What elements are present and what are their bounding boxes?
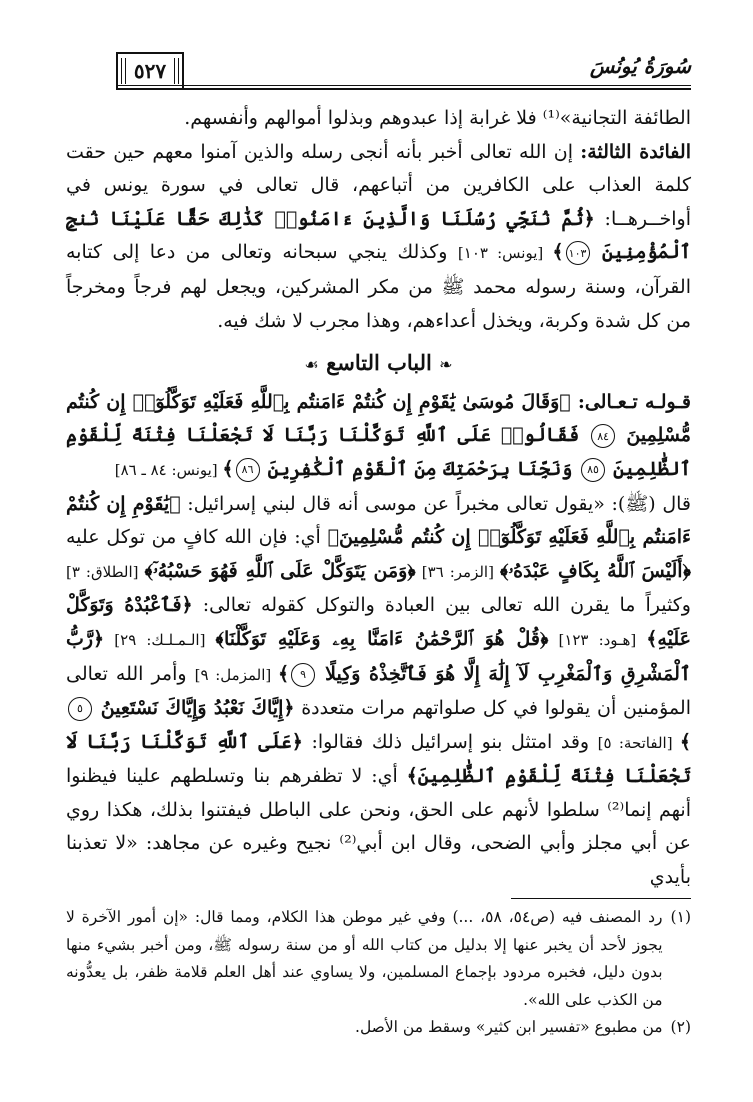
ayah-number: ٨٤ — [591, 424, 615, 448]
verse-reference: [الزمر: ٣٦] — [415, 562, 500, 581]
chapter-heading — [66, 346, 691, 382]
quran-verse: ﴿قُلْ هُوَ ٱلرَّحْمَٰنُ ءَامَنَّا بِهِۦ وَعَلَيْهِ تَوَكَّلْنَا﴾ — [215, 627, 549, 650]
footnote-text: من مطبوع «تفسير ابن كثير» وسقط من الأصل. — [355, 1018, 663, 1036]
paragraph-text: وأمر الله تعالى المؤمنين أن يقولوا في كل صلواتهم مرات متعددة — [66, 662, 691, 720]
verse-reference: [الفاتحة: ٥] — [597, 733, 680, 752]
paragraph-text: أي: فإن الله كافٍ من توكل عليه — [66, 526, 328, 549]
quran-verse: ﴿فَٱعْبُدْهُ وَتَوَكَّلْ عَلَيْهِ﴾ — [66, 594, 691, 650]
verse-close: ﴾ — [679, 730, 691, 753]
footnote — [66, 1014, 691, 1042]
benefit-label: الفائدة الثالثة: — [580, 140, 691, 163]
quran-verse: ﴿يَٰقَوْمِ إِن كُنتُمْ ءَامَنتُم بِٱللَّهِ فَعَلَيْهِ تَوَكَّلُوٓا۟ إِن كُنتُم مُّسْلِمِينَ﴾ — [66, 492, 691, 549]
quran-verse: ﴿عَلَى ٱللَّهِ تَوَكَّلْنَا رَبَّنَا لَا تَجْعَلْنَا فِتْنَةً لِّلْقَوْمِ ٱلظَّٰلِمِينَ﴾ — [66, 730, 691, 788]
verse-reference: [المزمل: ٩] — [194, 665, 278, 684]
page-number: ٥٢٧ — [116, 52, 184, 90]
header-rule-thin — [116, 85, 691, 86]
paragraph-text: إن الله تعالى أخبر بأنه أنجى رسله والذين آمنوا معهم حين حقت كلمة العذاب على الكافرين من أتباعهم، قال تعالى في سورة يونس في أواخــرهــا: — [66, 140, 691, 230]
commentary — [66, 488, 691, 895]
verse-reference: [يونس: ١٠٣] — [457, 244, 553, 263]
verse-reference: [الطلاق: ٣] — [66, 562, 145, 581]
surah-title: سُورَةُ يُونُسَ — [589, 54, 691, 78]
ornament-icon: ☙ — [304, 355, 319, 375]
footnote — [66, 904, 691, 1014]
paragraph-text: وقد امتثل بنو إسرائيل ذلك فقالوا: — [302, 730, 598, 753]
quran-verse: ﴿ثُمَّ نُنَجِّي رُسُلَنَا وَالَّذِينَ ءَامَنُوا۟ كَذَٰلِكَ حَقًّا عَلَيْنَا نُنجِ ٱلْمُؤْمِنِينَ — [66, 207, 691, 264]
verse-reference: [هـود: ١٢٣] — [548, 630, 647, 649]
ornament-icon: ❧ — [439, 355, 453, 375]
footnote-number: (١) — [670, 908, 691, 926]
footnotes — [66, 904, 691, 1042]
quran-verse: وَنَجِّنَا بِرَحْمَتِكَ مِنَ ٱلْقَوْمِ ٱلْكَٰفِرِينَ — [267, 457, 580, 480]
quran-verse: ﴿إِيَّاكَ نَعْبُدُ وَإِيَّاكَ نَسْتَعِينُ — [100, 697, 295, 720]
footnote-text: رد المصنف فيه (ص٥٤، ٥٨، ...) وفي غير موطن هذا الكلام، ومما قال: «إن أمور الآخرة لا يجوز لأحد أن يخبر عنها إلا بدليل من كتاب الله أو من سنة رسوله ﷺ، ومن أخبر بشيء منها بدون دليل، فخبره مردود بإجماع المسلمين، ولا يساوي عند أهل العلم قلامة ظفر، بل يعدُّونه من الكذب على الله». — [66, 908, 663, 1009]
verse-label: قـولـه تـعـالى: — [570, 390, 691, 413]
quran-verse: ﴿رَّبُّ ٱلْمَشْرِقِ وَٱلْمَغْرِبِ لَآ إِلَٰهَ إِلَّا هُوَ فَٱتَّخِذْهُ وَكِيلًا — [66, 627, 691, 685]
quran-verse: فَقَالُوا۟ عَلَى ٱللَّهِ تَوَكَّلْنَا رَبَّنَا لَا تَجْعَلْنَا فِتْنَةً لِّلْقَوْمِ ٱلظَّٰلِمِينَ — [66, 424, 691, 480]
header-rule — [116, 88, 691, 90]
verse-close: ﴾ — [552, 241, 564, 264]
paragraph-text: وكذلك ينجي سبحانه وتعالى من دعا إلى كتابه القرآن، وسنة رسوله محمد ﷺ من مكر المشركين، ويجعل لهم فرجاً ومخرجاً من كل شدة وكربة، ويخذل أعداءهم، وهذا مجرب لا شك فيه. — [66, 241, 691, 332]
ayah-number: ٨٥ — [581, 458, 605, 482]
verse-reference: [الـمـلـك: ٢٩] — [104, 630, 216, 649]
footnote-number: (٢) — [670, 1018, 691, 1036]
footnote-separator — [511, 898, 691, 899]
ayah-number: ٥ — [68, 697, 92, 721]
paragraph-benefit-three — [66, 136, 691, 339]
ayah-number: ٨٦ — [236, 458, 260, 482]
quran-verse: ﴿وَقَالَ مُوسَىٰ يَٰقَوْمِ إِن كُنتُمْ ءَامَنتُم بِٱللَّهِ فَعَلَيْهِ تَوَكَّلُوٓا۟ إِن كُنتُم مُّسْلِمِينَ — [66, 390, 691, 447]
main-text — [66, 102, 691, 895]
ayah-number: ٩ — [291, 663, 315, 687]
paragraph-text: قال (ﷺ): «يقول تعالى مخبراً عن موسى أنه قال لبني إسرائيل: — [180, 492, 691, 515]
ayah-number: ١٠٣ — [566, 241, 590, 265]
verse-block — [66, 386, 691, 488]
quran-verse: ﴿أَلَيْسَ ٱللَّهُ بِكَافٍ عَبْدَهُۥ﴾ — [499, 559, 691, 582]
page-header — [116, 48, 691, 90]
paragraph-text: الطائفة التجانية»⁽¹⁾ فلا غرابة إذا عبدوهم وبذلوا أموالهم وأنفسهم. — [184, 107, 691, 129]
paragraph-text: وكثيراً ما يقرن الله تعالى بين العبادة والتوكل كقوله تعالى: — [192, 594, 691, 617]
paragraph-text: أي: لا تظفرهم بنا وتسلطهم علينا فيظنوا أنهم إنما⁽²⁾ سلطوا لأنهم على الحق، ونحن على الباطل فيفتنوا بذلك، هكذا روي عن أبي مجلز وأبي الضحى، وقال ابن أبي⁽²⁾ نجيح وغيره عن مجاهد: «لا تعذبنا بأيدي — [66, 765, 691, 889]
paragraph — [66, 102, 691, 136]
quran-verse: ﴿وَمَن يَتَوَكَّلْ عَلَى ٱللَّهِ فَهُوَ حَسْبُهُۥٓ﴾ — [144, 559, 416, 582]
verse-close: ﴾ — [222, 457, 234, 480]
verse-reference: [يونس: ٨٤ ـ ٨٦] — [114, 460, 223, 479]
chapter-title: الباب التاسع — [326, 350, 432, 376]
verse-close: ﴾ — [277, 662, 290, 685]
